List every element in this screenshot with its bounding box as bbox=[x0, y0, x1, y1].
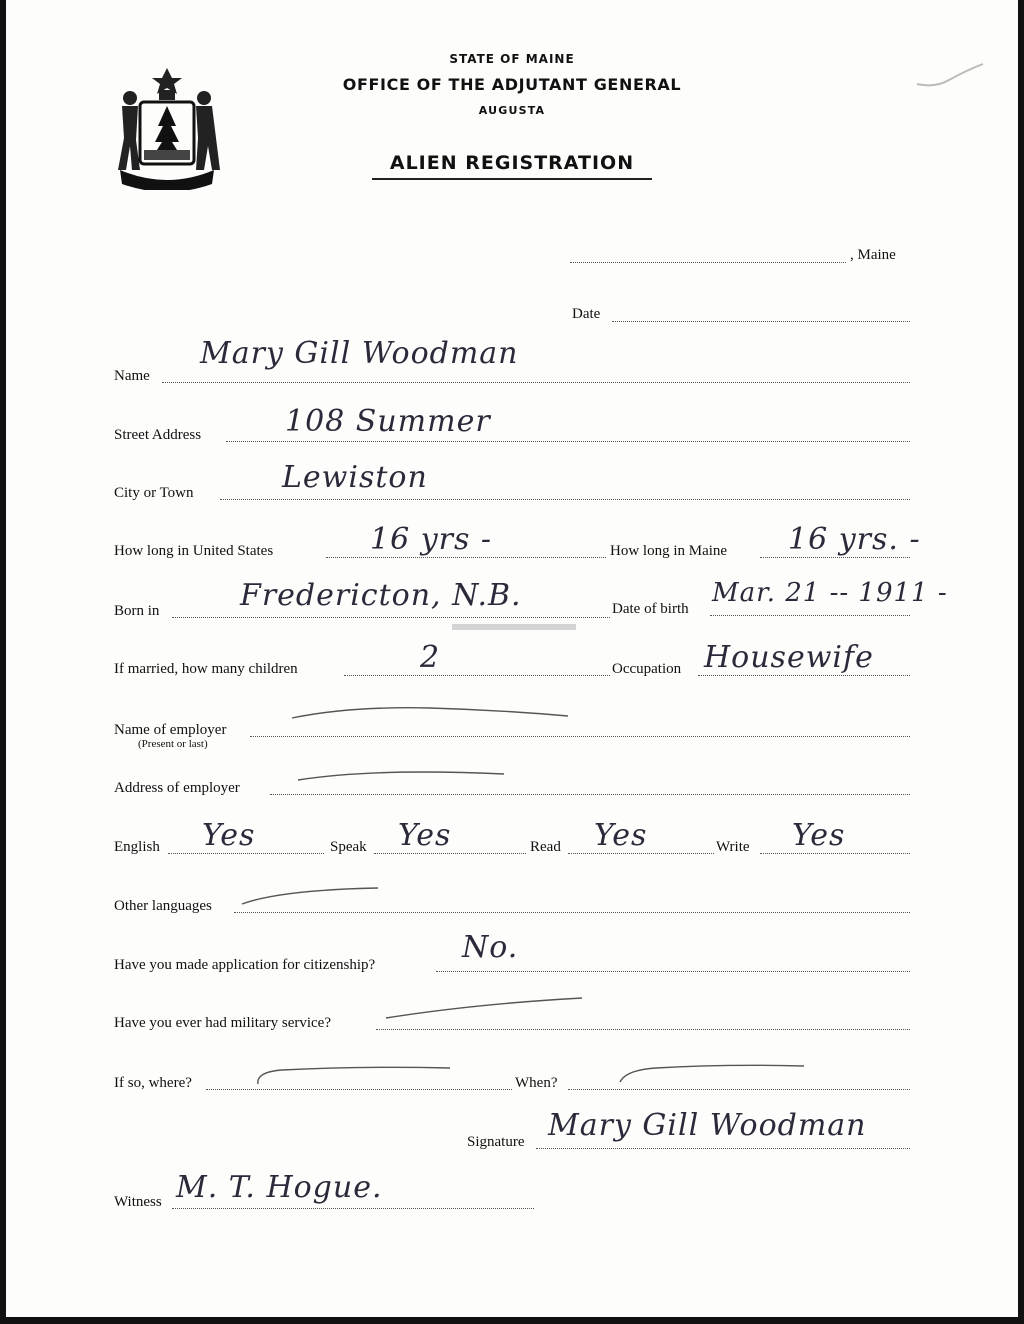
citizenship-field[interactable] bbox=[436, 971, 910, 972]
occupation-field[interactable] bbox=[698, 675, 910, 676]
english-label: English bbox=[114, 839, 160, 855]
scan-border-left bbox=[0, 0, 6, 1324]
us-duration-label: How long in United States bbox=[114, 543, 274, 559]
when-dash-stroke bbox=[616, 1060, 806, 1084]
military-field[interactable] bbox=[376, 1029, 910, 1030]
erasure-smudge bbox=[452, 624, 576, 630]
name-value: Mary Gill Woodman bbox=[200, 336, 519, 371]
employer-address-dash-stroke bbox=[296, 766, 506, 784]
write-field[interactable] bbox=[760, 853, 910, 854]
speak-field[interactable] bbox=[374, 853, 526, 854]
read-label: Read bbox=[530, 839, 561, 855]
street-field[interactable] bbox=[226, 441, 910, 442]
citizenship-label: Have you made application for citizenship? bbox=[114, 957, 376, 973]
title-underline bbox=[372, 178, 652, 180]
header-office: OFFICE OF THE ADJUTANT GENERAL bbox=[342, 75, 682, 94]
witness-value: M. T. Hogue. bbox=[176, 1170, 383, 1205]
city-field[interactable] bbox=[220, 499, 910, 500]
name-field[interactable] bbox=[162, 382, 910, 383]
where-field[interactable] bbox=[206, 1089, 512, 1090]
city-value: Lewiston bbox=[282, 460, 428, 495]
born-field[interactable] bbox=[172, 617, 610, 618]
other-languages-field[interactable] bbox=[234, 912, 910, 913]
speak-value: Yes bbox=[398, 818, 452, 853]
employer-address-label: Address of employer bbox=[114, 780, 240, 796]
occupation-label: Occupation bbox=[612, 661, 682, 677]
maine-duration-value: 16 yrs. - bbox=[788, 522, 921, 557]
dob-value: Mar. 21 -- 1911 - bbox=[712, 578, 948, 608]
employer-dash-stroke bbox=[290, 704, 570, 722]
when-field[interactable] bbox=[568, 1089, 910, 1090]
signature-label: Signature bbox=[467, 1134, 525, 1150]
witness-field[interactable] bbox=[172, 1208, 534, 1209]
signature-field[interactable] bbox=[536, 1148, 910, 1149]
dob-field[interactable] bbox=[710, 615, 910, 616]
write-value: Yes bbox=[792, 818, 846, 853]
us-duration-field[interactable] bbox=[326, 557, 606, 558]
maine-duration-field[interactable] bbox=[760, 557, 910, 558]
write-label: Write bbox=[716, 839, 750, 855]
witness-label: Witness bbox=[114, 1194, 162, 1210]
dob-label: Date of birth bbox=[612, 601, 689, 617]
when-label: When? bbox=[515, 1075, 558, 1091]
occupation-value: Housewife bbox=[704, 640, 874, 675]
military-dash-stroke bbox=[384, 996, 584, 1022]
signature-value: Mary Gill Woodman bbox=[548, 1108, 867, 1143]
children-field[interactable] bbox=[344, 675, 610, 676]
header-state: STATE OF MAINE bbox=[449, 52, 575, 66]
other-languages-label: Other languages bbox=[114, 898, 212, 914]
place-field[interactable] bbox=[570, 262, 846, 263]
read-field[interactable] bbox=[568, 853, 714, 854]
maine-duration-label: How long in Maine bbox=[610, 543, 728, 559]
place-suffix: , Maine bbox=[850, 247, 896, 263]
english-field[interactable] bbox=[168, 853, 324, 854]
english-value: Yes bbox=[202, 818, 256, 853]
employer-sublabel: (Present or last) bbox=[138, 738, 208, 750]
employer-address-field[interactable] bbox=[270, 794, 910, 795]
employer-label: Name of employer bbox=[114, 722, 227, 738]
date-field[interactable] bbox=[612, 321, 910, 322]
read-value: Yes bbox=[594, 818, 648, 853]
where-dash-stroke bbox=[252, 1062, 452, 1086]
form-title: ALIEN REGISTRATION bbox=[389, 152, 635, 174]
children-label: If married, how many children bbox=[114, 661, 298, 677]
born-value: Fredericton, N.B. bbox=[240, 578, 522, 613]
military-label: Have you ever had military service? bbox=[114, 1015, 331, 1031]
other-languages-dash-stroke bbox=[240, 884, 380, 908]
employer-field[interactable] bbox=[250, 736, 910, 737]
header-city: AUGUSTA bbox=[478, 104, 546, 117]
street-label: Street Address bbox=[114, 427, 202, 443]
children-value: 2 bbox=[420, 640, 441, 675]
scan-border-bottom bbox=[0, 1317, 1024, 1324]
citizenship-value: No. bbox=[462, 930, 519, 965]
speak-label: Speak bbox=[330, 839, 367, 855]
scan-border-right bbox=[1018, 0, 1024, 1324]
us-duration-value: 16 yrs - bbox=[370, 522, 493, 557]
city-label: City or Town bbox=[114, 485, 194, 501]
born-label: Born in bbox=[114, 603, 160, 619]
where-label: If so, where? bbox=[114, 1075, 192, 1091]
date-label: Date bbox=[572, 306, 601, 322]
name-label: Name bbox=[114, 368, 150, 384]
street-value: 108 Summer bbox=[285, 404, 491, 439]
